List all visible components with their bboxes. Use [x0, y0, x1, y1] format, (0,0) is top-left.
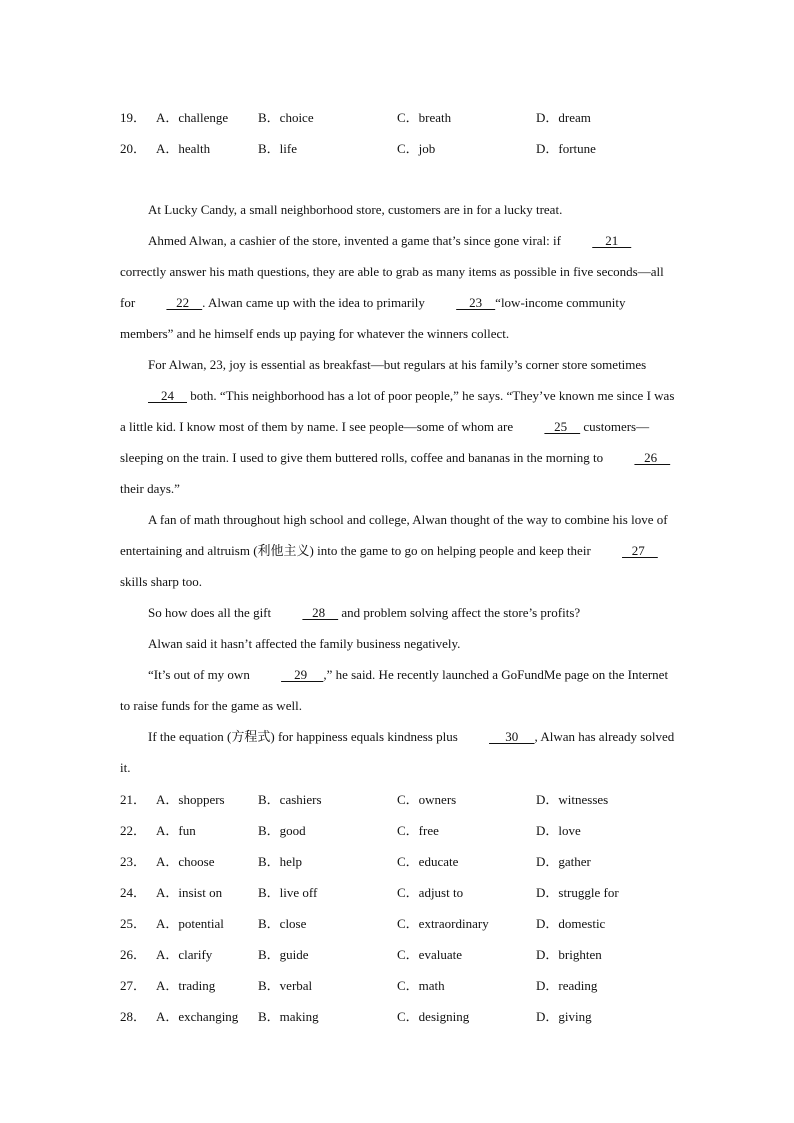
question-row: [120, 814, 680, 845]
option-c: C．math: [397, 978, 445, 993]
paragraph-text: . Alwan came up with the idea to primarily: [202, 295, 429, 310]
question-row: [120, 907, 680, 938]
blank-23: 23: [456, 295, 496, 310]
question-list-top: [120, 101, 680, 163]
paragraph-7: [120, 659, 680, 721]
option-a: A．trading: [156, 978, 216, 993]
option-d: D．love: [536, 823, 581, 838]
question-row: [120, 101, 680, 132]
question-number: 20．: [120, 141, 147, 156]
paragraph-8: [120, 721, 680, 783]
option-b: B．making: [258, 1009, 319, 1024]
option-a: A．clarify: [156, 947, 213, 962]
option-d: D．fortune: [536, 141, 596, 156]
paragraph-text: At Lucky Candy, a small neighborhood store, customers are in for a lucky treat.: [148, 202, 563, 217]
paragraph-text: skills sharp too.: [120, 574, 202, 589]
paragraph-text: ,” he said. He recently launched a GoFundMe page on the Internet to raise funds for the game as well.: [120, 667, 669, 713]
question-row: [120, 1000, 680, 1031]
option-a: A．challenge: [156, 110, 229, 125]
option-a: A．shoppers: [156, 792, 225, 807]
option-b: B．help: [258, 854, 303, 869]
paragraph-text: both. “This neighborhood has a lot of poor people,” he says. “They’ve known me since I was a little kid. I know most of them by name. I see people—some of whom are: [120, 388, 675, 434]
option-a: A．fun: [156, 823, 196, 838]
blank-21: 21: [592, 233, 632, 248]
option-b: B．choice: [258, 110, 314, 125]
option-d: D．witnesses: [536, 792, 609, 807]
question-row: [120, 845, 680, 876]
option-a: A．potential: [156, 916, 224, 931]
option-c: C．educate: [397, 854, 459, 869]
paragraph-1: [120, 194, 680, 225]
spacer: [120, 163, 680, 194]
paragraph-text: If the equation (方程式) for happiness equals kindness plus: [148, 729, 462, 744]
paragraph-text: “It’s out of my own: [148, 667, 254, 682]
option-c: C．adjust to: [397, 885, 464, 900]
option-c: C．job: [397, 141, 436, 156]
option-b: B．verbal: [258, 978, 313, 993]
option-b: B．close: [258, 916, 307, 931]
option-b: B．life: [258, 141, 297, 156]
question-number: 27．: [120, 978, 147, 993]
question-number: 23．: [120, 854, 147, 869]
question-row: [120, 938, 680, 969]
option-c: C．free: [397, 823, 439, 838]
paragraph-2: [120, 225, 680, 349]
option-b: B．guide: [258, 947, 309, 962]
question-list: [120, 783, 680, 1031]
question-number: 25．: [120, 916, 147, 931]
blank-26: 26: [634, 450, 671, 465]
option-c: C．breath: [397, 110, 452, 125]
paragraph-text: and problem solving affect the store’s profits?: [338, 605, 581, 620]
blank-25: 25: [544, 419, 581, 434]
paragraph-text: correctly answer his math questions, they are able to grab as many items as possible in five seconds—all for: [120, 264, 664, 310]
option-b: B．good: [258, 823, 306, 838]
option-d: D．reading: [536, 978, 598, 993]
option-a: A．choose: [156, 854, 215, 869]
question-row: [120, 783, 680, 814]
question-number: 22．: [120, 823, 147, 838]
blank-27: 27: [622, 543, 658, 558]
option-c: C．extraordinary: [397, 916, 489, 931]
paragraph-text: Ahmed Alwan, a cashier of the store, invented a game that’s since gone viral: if: [148, 233, 565, 248]
question-number: 19．: [120, 110, 147, 125]
question-row: [120, 876, 680, 907]
option-a: A．exchanging: [156, 1009, 239, 1024]
paragraph-6: [120, 628, 680, 659]
paragraph-text: “low-income community members” and he himself ends up paying for whatever the winners collect.: [120, 295, 626, 341]
document-page: [120, 101, 680, 1031]
option-a: A．insist on: [156, 885, 223, 900]
option-c: C．designing: [397, 1009, 470, 1024]
paragraph-text: their days.”: [120, 481, 180, 496]
option-b: B．cashiers: [258, 792, 322, 807]
option-d: D．domestic: [536, 916, 606, 931]
option-c: C．owners: [397, 792, 457, 807]
paragraph-3: [120, 349, 680, 504]
question-number: 28．: [120, 1009, 147, 1024]
paragraph-text: A fan of math throughout high school and college, Alwan thought of the way to combine his love of entertaining and altruism (利他主义) into the game to go on helping people and keep their: [120, 512, 668, 558]
option-a: A．health: [156, 141, 211, 156]
paragraph-5: [120, 597, 680, 628]
paragraph-text: customers—sleeping on the train. I used to give them buttered rolls, coffee and bananas in the morning to: [120, 419, 650, 465]
question-row: [120, 132, 680, 163]
question-number: 26．: [120, 947, 147, 962]
option-d: D．dream: [536, 110, 591, 125]
blank-24: 24: [148, 388, 187, 403]
question-number: 21．: [120, 792, 147, 807]
blank-29: 29: [281, 667, 324, 682]
paragraph-text: So how does all the gift: [148, 605, 275, 620]
question-row: [120, 969, 680, 1000]
option-d: D．gather: [536, 854, 591, 869]
paragraph-text: For Alwan, 23, joy is essential as breakfast—but regulars at his family’s corner store sometimes: [148, 357, 647, 372]
option-c: C．evaluate: [397, 947, 462, 962]
paragraph-text: Alwan said it hasn’t affected the family business negatively.: [148, 636, 461, 651]
paragraph-4: [120, 504, 680, 597]
blank-22: 22: [166, 295, 203, 310]
blank-28: 28: [302, 605, 339, 620]
blank-30: 30: [489, 729, 535, 744]
paragraph-text: , Alwan has already solved it.: [120, 729, 675, 775]
option-d: D．giving: [536, 1009, 592, 1024]
question-number: 24．: [120, 885, 147, 900]
option-d: D．struggle for: [536, 885, 619, 900]
option-b: B．live off: [258, 885, 318, 900]
option-d: D．brighten: [536, 947, 602, 962]
